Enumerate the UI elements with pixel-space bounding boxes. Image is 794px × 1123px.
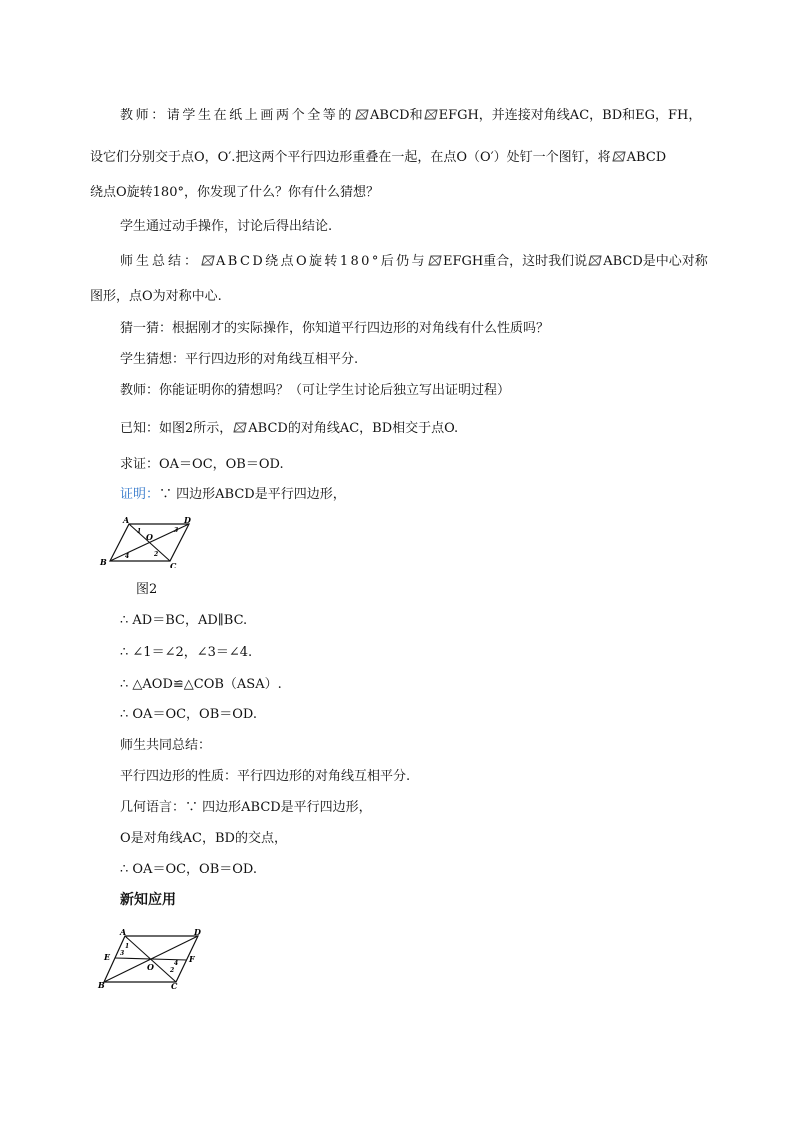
paragraph-6: 图形，点O为对称中心. — [90, 289, 222, 304]
label-e: E — [104, 952, 111, 962]
angle-2: 2 — [154, 551, 159, 558]
parallelogram-icon — [612, 151, 626, 162]
parallelogram-icon — [428, 255, 442, 266]
parallelogram-icon — [233, 422, 247, 433]
label-a: A — [120, 927, 127, 937]
paragraph-9: 教师：你能证明你的猜想吗？（可让学生讨论后独立写出证明过程） — [120, 383, 511, 398]
angle-1: 1 — [137, 528, 142, 535]
paragraph-7: 猜一猜：根据刚才的实际操作，你知道平行四边形的对角线有什么性质吗？ — [120, 321, 550, 336]
paragraph-4: 学生通过动手操作，讨论后得出结论. — [120, 219, 333, 234]
angle-3: 3 — [174, 527, 179, 534]
angle-1: 1 — [125, 943, 130, 950]
parallelogram-icon — [355, 109, 369, 120]
paragraph-12 — [120, 486, 346, 504]
paragraph-19: 几何语言：∵ 四边形ABCD是平行四边形， — [120, 800, 372, 815]
label-a: A — [123, 515, 130, 525]
label-c: C — [170, 561, 177, 568]
paragraph-11: 求证：OA＝OC，OB＝OD. — [120, 457, 284, 472]
text: EFGH重合，这时我们说 — [442, 254, 588, 269]
parallelogram-icon — [424, 109, 438, 120]
proof-label: 证明： — [120, 487, 160, 502]
angle-3: 3 — [120, 950, 125, 957]
text: 设它们分别交于点O，O′.把这两个平行四边形重叠在一起，在点O（O′）处钉一个图钉，将 — [90, 150, 611, 165]
figure-2-parallelogram — [98, 513, 198, 568]
text: 已知：如图2所示， — [120, 421, 233, 436]
text: 教师：请学生在纸上画两个全等的 — [120, 108, 355, 123]
paragraph-14: ∴ ∠1＝∠2，∠3＝∠4. — [120, 645, 253, 660]
label-d: D — [194, 927, 201, 937]
section-title: 新知应用 — [120, 892, 176, 908]
paragraph-3: 绕点O旋转180°，你发现了什么？你有什么猜想？ — [90, 185, 379, 200]
paragraph-20: O是对角线AC，BD的交点， — [120, 831, 287, 846]
paragraph-5 — [120, 253, 708, 271]
paragraph-1 — [120, 107, 701, 125]
label-d: D — [184, 515, 191, 525]
label-f: F — [189, 954, 195, 964]
paragraph-10 — [120, 420, 458, 438]
text: ABCD是中心对称 — [603, 254, 708, 269]
paragraph-21: ∴ OA＝OC，OB＝OD. — [120, 862, 258, 877]
parallelogram-icon — [201, 255, 215, 266]
text: ABCD — [626, 150, 667, 165]
paragraph-18: 平行四边形的性质：平行四边形的对角线互相平分. — [120, 769, 411, 784]
label-b: B — [98, 980, 105, 990]
paragraph-13: ∴ AD＝BC，AD∥BC. — [120, 613, 248, 628]
text: ∵ 四边形ABCD是平行四边形， — [159, 487, 346, 502]
figure-3-parallelogram — [96, 925, 212, 991]
text: ABCD的对角线AC，BD相交于点O. — [248, 421, 459, 436]
text: EFGH，并连接对角线AC，BD和EG，FH， — [438, 108, 702, 123]
text: 师生总结： — [120, 254, 201, 269]
paragraph-15: ∴ △AOD≌△COB（ASA）. — [120, 677, 282, 692]
paragraph-16: ∴ OA＝OC，OB＝OD. — [120, 707, 258, 722]
angle-2: 2 — [170, 967, 175, 974]
parallelogram-icon — [588, 255, 602, 266]
label-c: C — [171, 981, 178, 991]
paragraph-2 — [90, 149, 666, 167]
paragraph-17: 师生共同总结： — [120, 738, 212, 753]
text: ABCD和 — [370, 108, 423, 123]
figure-2-caption: 图2 — [136, 582, 158, 597]
paragraph-8: 学生猜想：平行四边形的对角线互相平分. — [120, 352, 359, 367]
label-o: O — [146, 532, 153, 542]
angle-4: 4 — [174, 960, 179, 967]
angle-4: 4 — [125, 553, 130, 560]
text: ABCD绕点O旋转180°后仍与 — [216, 254, 427, 269]
label-b: B — [100, 557, 107, 567]
label-o: O — [147, 962, 154, 972]
